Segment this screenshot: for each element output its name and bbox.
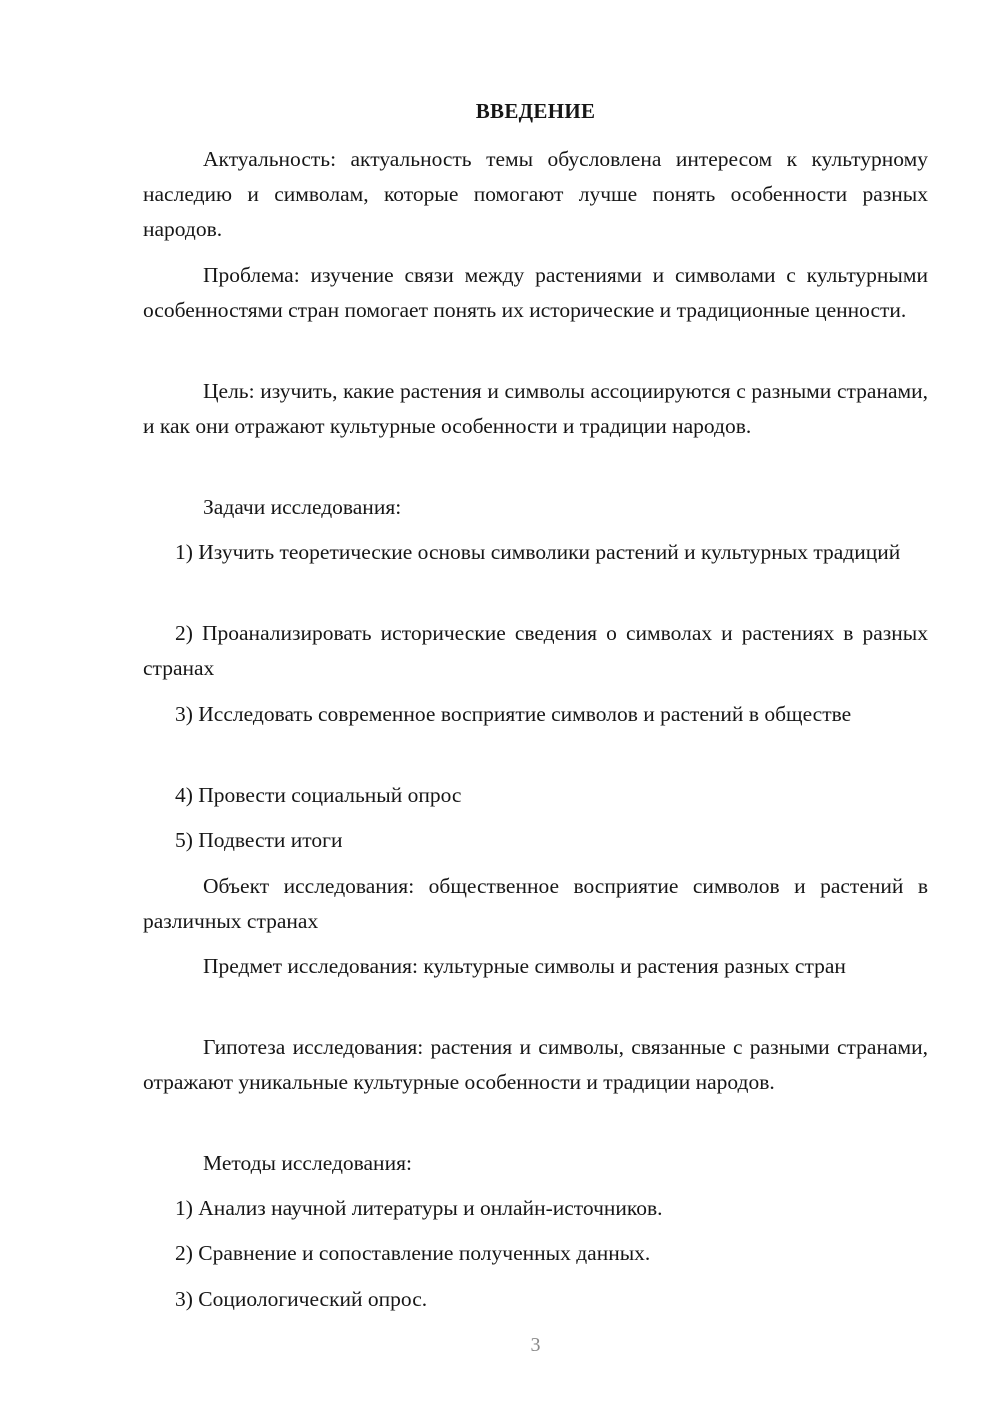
- method-item: 3) Социологический опрос.: [175, 1287, 428, 1311]
- relevance-paragraph: Актуальность: актуальность темы обусловлена интересом к культурному наследию и символам, которые помогают лучше понять особенности разных народов.: [143, 147, 928, 241]
- problem-paragraph: Проблема: изучение связи между растениями и символами с культурными особенностями стран помогает понять их исторические и традиционные ценности.: [143, 263, 928, 322]
- tasks-heading: Задачи исследования:: [203, 495, 402, 519]
- method-item: 1) Анализ научной литературы и онлайн-источников.: [175, 1196, 663, 1220]
- task-item: 1) Изучить теоретические основы символики растений и культурных традиций: [175, 540, 901, 564]
- task-item: 3) Исследовать современное восприятие символов и растений в обществе: [175, 702, 852, 726]
- method-item: 2) Сравнение и сопоставление полученных данных.: [175, 1241, 651, 1265]
- goal-paragraph: Цель: изучить, какие растения и символы ассоциируются с разными странами, и как они отражают культурные особенности и традиции народов.: [143, 379, 928, 438]
- section-title: ВВЕДЕНИЕ: [475, 99, 596, 123]
- methods-heading: Методы исследования:: [203, 1151, 412, 1175]
- object-paragraph: Объект исследования: общественное восприятие символов и растений в различных странах: [143, 874, 928, 933]
- task-item: 2) Проанализировать исторические сведения о символах и растениях в разных странах: [143, 621, 928, 680]
- hypothesis-paragraph: Гипотеза исследования: растения и символы, связанные с разными странами, отражают уникальные культурные особенности и традиции народов.: [143, 1035, 928, 1094]
- subject-paragraph: Предмет исследования: культурные символы и растения разных стран: [203, 954, 846, 978]
- page-number: 3: [530, 1334, 541, 1356]
- task-item: 5) Подвести итоги: [175, 828, 343, 852]
- task-item: 4) Провести социальный опрос: [175, 783, 462, 807]
